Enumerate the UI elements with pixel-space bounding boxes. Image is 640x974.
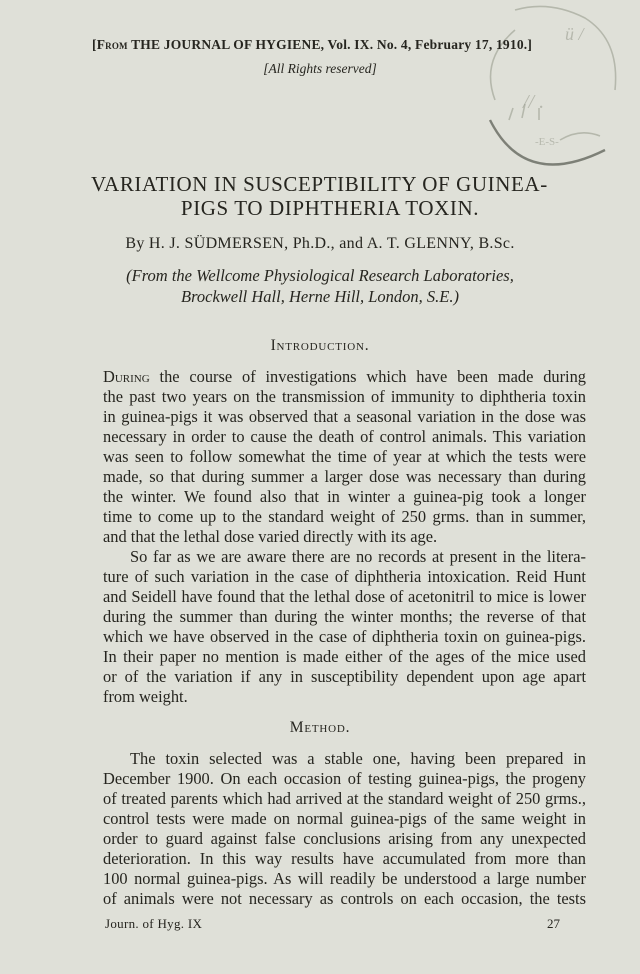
body-line: in guinea-pigs it was observed that a seasonal variation in the dose was [103,407,586,426]
body-line: deterioration. In this way results have accumulated from more than [103,849,586,868]
body-line: the past two years on the transmission of immunity to diphtheria toxin [103,387,586,406]
body-line: necessary in order to cause the death of control animals. This variation [103,427,586,446]
library-stamp [455,0,640,200]
body-line: of animals were not necessary as controls on each occasion, the tests [103,889,586,908]
body-line: December 1900. On each occasion of testing guinea-pigs, the progeny [103,769,586,788]
body-line: from weight. [103,687,188,706]
body-line: In their paper no mention is made either of the ages of the mice used [103,647,586,666]
svg-text:// .: // . [523,91,545,113]
drop-word: During [103,367,150,386]
body-line: made, so that during summer a larger dose was necessary than during [103,467,586,486]
body-line: time to come up to the standard weight of 250 grms. than in summer, [103,507,586,526]
body-line: During the course of investigations which have been made during [103,367,586,386]
article-title-line-2: PIGS TO DIPHTHERIA TOXIN. [180,196,480,220]
affiliation-line-1: (From the Wellcome Physiological Research Laboratories, [126,266,514,285]
body-line: or of the variation if any in susceptibility dependent upon age apart [103,667,586,686]
body-line: was seen to follow somewhat the time of year at which the tests were [103,447,586,466]
body-line: ture of such variation in the case of diphtheria intoxication. Reid Hunt [103,567,586,586]
section-heading-introduction: Introduction. [270,337,370,354]
body-line: which we have observed in the case of diphtheria toxin on guinea-pigs. [103,627,586,646]
body-line: 100 normal guinea-pigs. As will readily be understood a large number [103,869,586,888]
body-line: The toxin selected was a stable one, having been prepared in [130,749,586,768]
article-title-line-1: VARIATION IN SUSCEPTIBILITY OF GUINEA- [91,172,548,196]
body-line: order to guard against false conclusions arising from any unexpected [103,829,586,848]
body-line: the winter. We found also that in winter a guinea-pig took a longer [103,487,586,506]
source-citation: [From THE JOURNAL OF HYGIENE, Vol. IX. No. 4, February 17, 1910.] [92,37,533,52]
section-heading-method: Method. [289,719,351,736]
body-line: of treated parents which had arrived at the standard weight of 250 grms., [103,789,586,808]
body-line: and Seidell have found that the lethal dose of acetonitril to mice is lower [103,587,586,606]
footer-journal-abbrev: Journ. of Hyg. IX [105,916,203,931]
body-line: control tests were made on normal guinea-pigs of the same weight in [103,809,586,828]
rights-notice: [All Rights reserved] [263,61,377,76]
page-number: 27 [547,916,560,931]
body-line: So far as we are aware there are no records at present in the litera- [130,547,586,566]
author-line: By H. J. SÜDMERSEN, Ph.D., and A. T. GLENNY, B.Sc. [125,235,515,252]
body-line: during the summer than during the winter months; the reverse of that [103,607,586,626]
svg-text:-E-S-: -E-S- [535,136,559,148]
affiliation-line-2: Brockwell Hall, Herne Hill, London, S.E.) [180,287,460,306]
svg-text:ü /: ü / [565,24,584,44]
body-line: and that the lethal dose varied directly with its age. [103,527,438,546]
